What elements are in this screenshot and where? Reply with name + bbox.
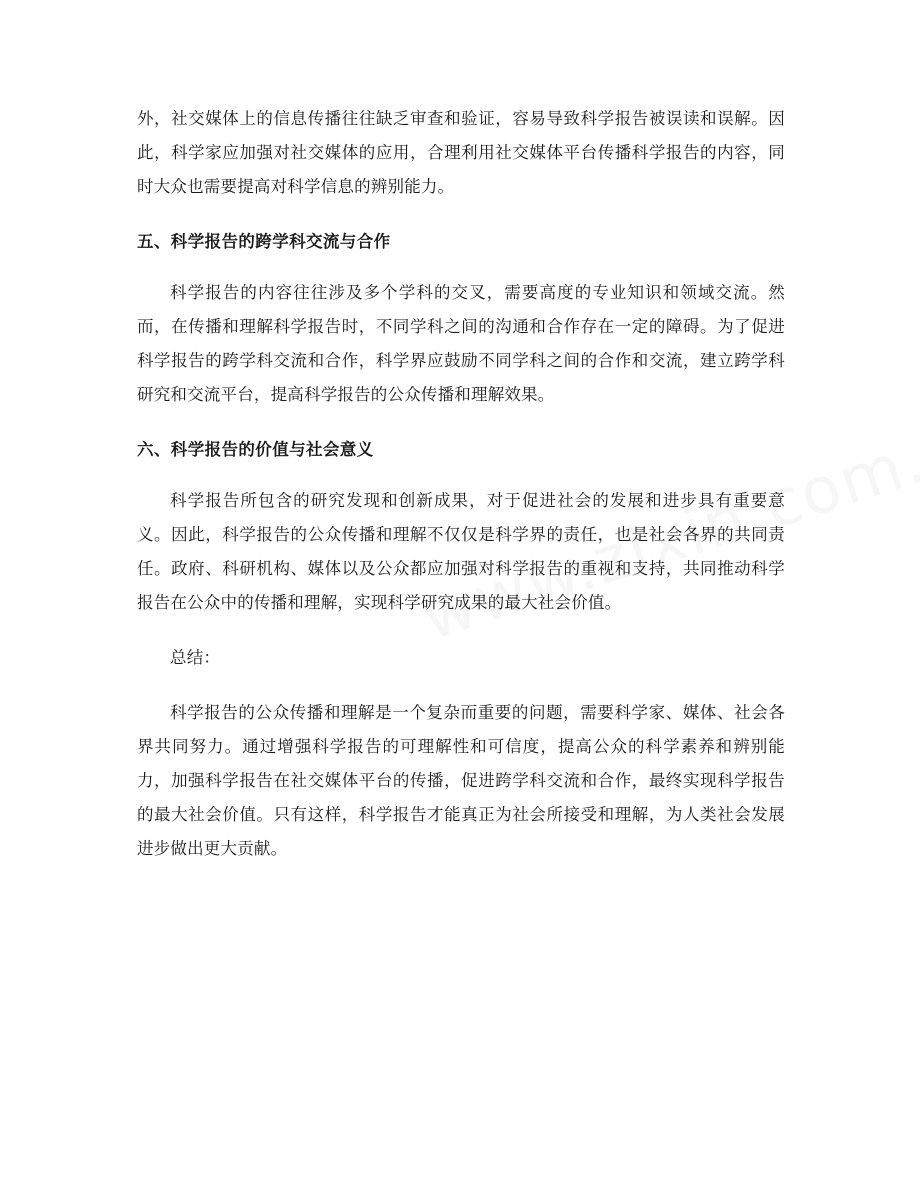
section-heading-value: 六、科学报告的价值与社会意义 bbox=[137, 440, 374, 459]
document-content bbox=[137, 102, 785, 866]
paragraph-interdisciplinary: 科学报告的内容往往涉及多个学科的交叉，需要高度的专业知识和领域交流。然而，在传播和理解科学报告时，不同学科之间的沟通和合作存在一定的障碍。为了促进科学报告的跨学科交流和合作，科学界应鼓励不同学科之间的合作和交流，建立跨学科研究和交流平台，提高科学报告的公众传播和理解效果。 bbox=[137, 283, 785, 404]
paragraph-social-media-continued: 外，社交媒体上的信息传播往往缺乏审查和验证，容易导致科学报告被误读和误解。因此，科学家应加强对社交媒体的应用，合理利用社交媒体平台传播科学报告的内容，同时大众也需要提高对科学信息的辨别能力。 bbox=[137, 109, 785, 196]
paragraph-summary: 科学报告的公众传播和理解是一个复杂而重要的问题，需要科学家、媒体、社会各界共同努力。通过增强科学报告的可理解性和可信度，提高公众的科学素养和辨别能力，加强科学报告在社交媒体平台的传播，促进跨学科交流和合作，最终实现科学报告的最大社会价值。只有这样，科学报告才能真正为社会所接受和理解，为人类社会发展进步做出更大贡献。 bbox=[137, 703, 785, 858]
paragraph-value: 科学报告所包含的研究发现和创新成果，对于促进社会的发展和进步具有重要意义。因此，科学报告的公众传播和理解不仅仅是科学界的责任，也是社会各界的共同责任。政府、科研机构、媒体以及公众都应加强对科学报告的重视和支持，共同推动科学报告在公众中的传播和理解，实现科学研究成果的最大社会价值。 bbox=[137, 491, 785, 612]
section-heading-interdisciplinary: 五、科学报告的跨学科交流与合作 bbox=[137, 232, 391, 251]
summary-label: 总结： bbox=[170, 648, 221, 667]
